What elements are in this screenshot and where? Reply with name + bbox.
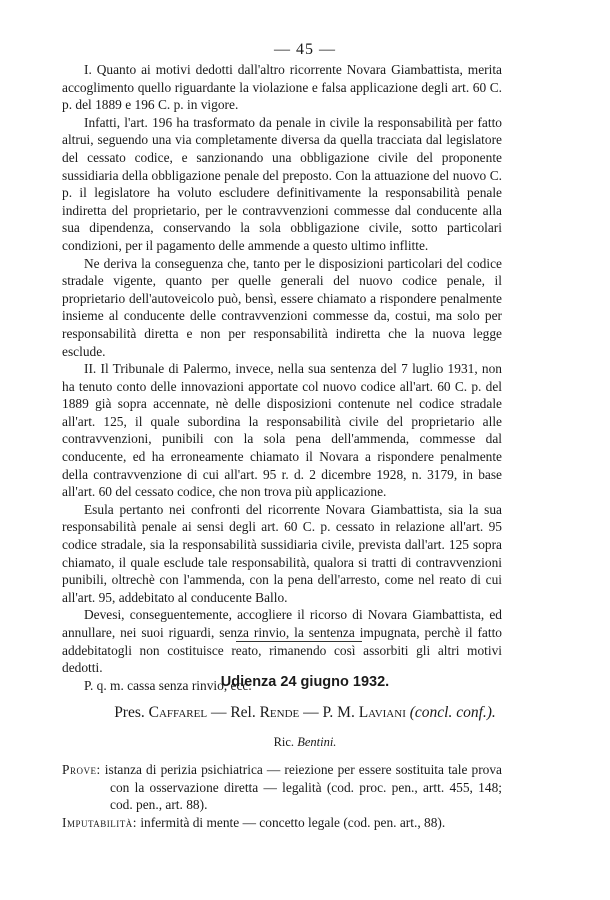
headnotes <box>62 761 502 831</box>
headnote-text: infermità di mente — concetto legale (cod. pen. art., 88). <box>136 814 446 830</box>
paragraph: Devesi, conseguentemente, accogliere il ricorso di Novara Giambattista, ed annullare, nei suoi riguardi, senza rinvio, la sentenza impugnata, perchè il fatto addebitatogli non costituisce reato, rimanendo così assorbiti gli altri motivi dedotti. <box>62 607 502 676</box>
headnote-label: Imputabilità: <box>62 814 137 830</box>
rapporteur-prefix: — Rel. <box>207 704 260 721</box>
headnote-label: Prove: <box>62 762 101 777</box>
president-name: Caffarel <box>148 704 208 721</box>
appellant-name: Bentini. <box>297 735 337 749</box>
paragraph: Ne deriva la conseguenza che, tanto per le disposizioni particolari del codice stradale vigente, quanto per quelle generali del nuovo codice penale, il proprietario dell'autoveicolo può, bensì, essere chiamato a rispondere penalmente insieme al conducente delle contravvenzioni commesse da, costui, ma solo per responsabilità diretta e non per responsabilità indiretta che la nuova legge esclude. <box>62 255 502 359</box>
paragraph: I. Quanto ai motivi dedotti dall'altro ricorrente Novara Giambattista, merita accoglimento quello riguardante la violazione e falsa applicazione degli art. 60 C. p. del 1889 e 196 C. p. in vigore. <box>62 62 502 113</box>
president-prefix: Pres. <box>114 704 149 721</box>
appellant-prefix: Ric. <box>273 735 298 749</box>
paragraph: II. Il Tribunale di Palermo, invece, nella sua sentenza del 7 luglio 1931, non ha tenuto conto delle innovazioni apportate col nuovo codice all'art. 60 C. p. del 1889 già sopra accennate, nè delle disposizioni contenute nel codice stradale all'art. 125, il quale subordina la responsabilità civile del proprietario alle contravvenzioni, punibili con la sola pena dell'ammenda, commesse dal conducente, ed ha erroneamente chiamato il Novara a rispondere penalmente della contravvenzione di cui all'art. 95 r. d. 2 dicembre 1928, n. 3179, in base all'art. 60 del cessato codice, che non trova più applicazione. <box>62 361 502 500</box>
headnote-entry <box>62 761 502 814</box>
conclusion-note: (concl. conf.). <box>405 704 496 721</box>
headnote-entry <box>62 814 502 832</box>
hearing-date: Udienza 24 giugno 1932. <box>220 674 390 690</box>
paragraph: Esula pertanto nei confronti del ricorrente Novara Giambattista, sia la sua responsabilità penale ai sensi degli art. 60 C. p. cessato in relazione all'art. 95 codice stradale, sia la responsabilità sussidiaria civile, prevista dall'art. 125 sopra chiamato, il quale esclude tale responsabilità, qualora si tratti di contravvenzioni punibili, oltrechè con l'ammenda, con la pena dell'arresto, come nel reato di cui all'art. 95, addebitato al conducente Ballo. <box>62 501 502 605</box>
paragraph: P. q. m. cassa senza rinvio, ecc. <box>84 677 252 693</box>
judgment-body <box>62 61 502 694</box>
appellant-line <box>0 735 610 750</box>
prosecutor-prefix: — P. M. <box>299 704 359 721</box>
section-divider <box>236 641 362 642</box>
headnote-text: istanza di perizia psichiatrica — reiezione per essere sostituita tale prova con la osservazione diretta — legalità (cod. proc. pen., artt. 455, 148; cod. pen., art. 88). <box>100 762 502 813</box>
prosecutor-name: Laviani <box>358 704 406 721</box>
court-composition <box>0 704 610 722</box>
page-number: — 45 — <box>274 41 336 58</box>
paragraph: Infatti, l'art. 196 ha trasformato da penale in civile la responsabilità per fatto altrui, seguendo una via completamente diversa da quella tracciata dal legislatore del cessato codice, e sanzionando una obbligazione civile del proponente sussidiaria della obbligazione penale del preposto. Con la attuazione del nuovo C. p. il legislatore ha voluto escludere definitivamente la responsabilità penale indiretta del proprietario, per le contravvenzioni commesse dal conducente alla sua dipendenza, conservando la sola obbligazione civile, sotto particolari condizioni, per il pagamento delle ammende a questo ultimo inflitte. <box>62 114 502 253</box>
rapporteur-name: Rende <box>259 704 300 721</box>
